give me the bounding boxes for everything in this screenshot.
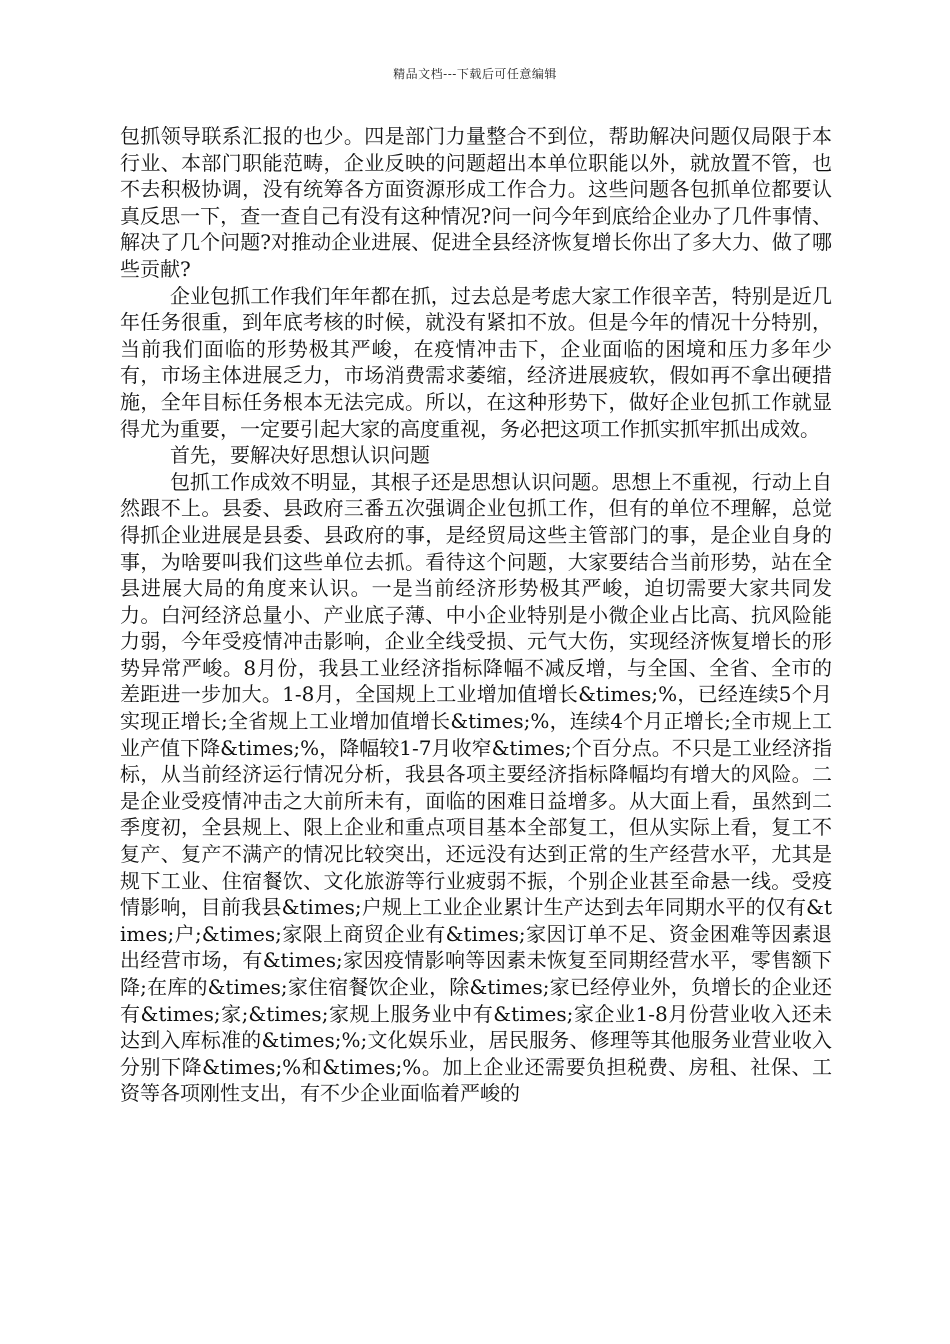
page-header: 精品文档---下载后可任意编辑 [393,67,557,81]
section-heading: 首先，要解决好思想认识问题 [170,443,430,468]
paragraph: 包抓领导联系汇报的也少。四是部门力量整合不到位，帮助解决问题仅局限于本行业、本部门职能范畴，企业反映的问题超出本单位职能以外，就放置不管，也不去积极协调，没有统筹各方面资源形成工作合力。这些问题各包抓单位都要认真反思一下，查一查自己有没有这种情况?问一问今年到底给企业办了几件事情、解决了几个问题?对推动企业进展、促进全县经济恢复增长你出了多大力、做了哪些贡献? [120,124,832,281]
paragraph: 包抓工作成效不明显，其根子还是思想认识问题。思想上不重视，行动上自然跟不上。县委、县政府三番五次强调企业包抓工作，但有的单位不理解，总觉得抓企业进展是县委、县政府的事，是经贸局这些主管部门的事，是企业自身的事，为啥要叫我们这些单位去抓。看待这个问题，大家要结合当前形势，站在全县进展大局的角度来认识。一是当前经济形势极其严峻，迫切需要大家共同发力。白河经济总量小、产业底子薄、中小企业特别是小微企业占比高、抗风险能力弱，今年受疫情冲击影响，企业全线受损、元气大伤，实现经济恢复增长的形势异常严峻。8月份，我县工业经济指标降幅不减反增，与全国、全省、全市的差距进一步加大。1-8月，全国规上工业增加值增长&times;%，已经连续5个月实现正增长;全省规上工业增加值增长&times;%，连续4个月正增长;全市规上工业产值下降&times;%，降幅较1-7月收窄&times;个百分点。不只是工业经济指标，从当前经济运行情况分析，我县各项主要经济指标降幅均有增大的风险。二是企业受疫情冲击之大前所未有，面临的困难日益增多。从大面上看，虽然到二季度初，全县规上、限上企业和重点项目基本全部复工，但从实际上看，复工不复产、复产不满产的情况比较突出，还远没有达到正常的生产经营水平，尤其是规下工业、住宿餐饮、文化旅游等行业疲弱不振，个别企业甚至命悬一线。受疫情影响，目前我县&times;户规上工业企业累计生产达到去年同期水平的仅有&times;户;&times;家限上商贸企业有&times;家因订单不足、资金困难等因素退出经营市场，有&times;家因疫情影响等因素未恢复至同期经营水平，零售额下降;在库的&times;家住宿餐饮企业，除&times;家已经停业外，负增长的企业还有&times;家;&times;家规上服务业中有&times;家企业1-8月份营业收入还未达到入库标准的&times;%;文化娱乐业，居民服务、修理等其他服务业营业收入分别下降&times;%和&times;%。加上企业还需要负担税费、房租、社保、工资等各项刚性支出，有不少企业面临着严峻的 [120,469,832,1106]
paragraph: 企业包抓工作我们年年都在抓，过去总是考虑大家工作很辛苦，特别是近几年任务很重，到年底考核的时候，就没有紧扣不放。但是今年的情况十分特别，当前我们面临的形势极其严峻，在疫情冲击下，企业面临的困境和压力多年少有，市场主体进展乏力，市场消费需求萎缩，经济进展疲软，假如再不拿出硬措施，全年目标任务根本无法完成。所以，在这种形势下，做好企业包抓工作就显得尤为重要，一定要引起大家的高度重视，务必把这项工作抓实抓牢抓出成效。 [120,283,832,441]
document-body [120,123,832,1107]
